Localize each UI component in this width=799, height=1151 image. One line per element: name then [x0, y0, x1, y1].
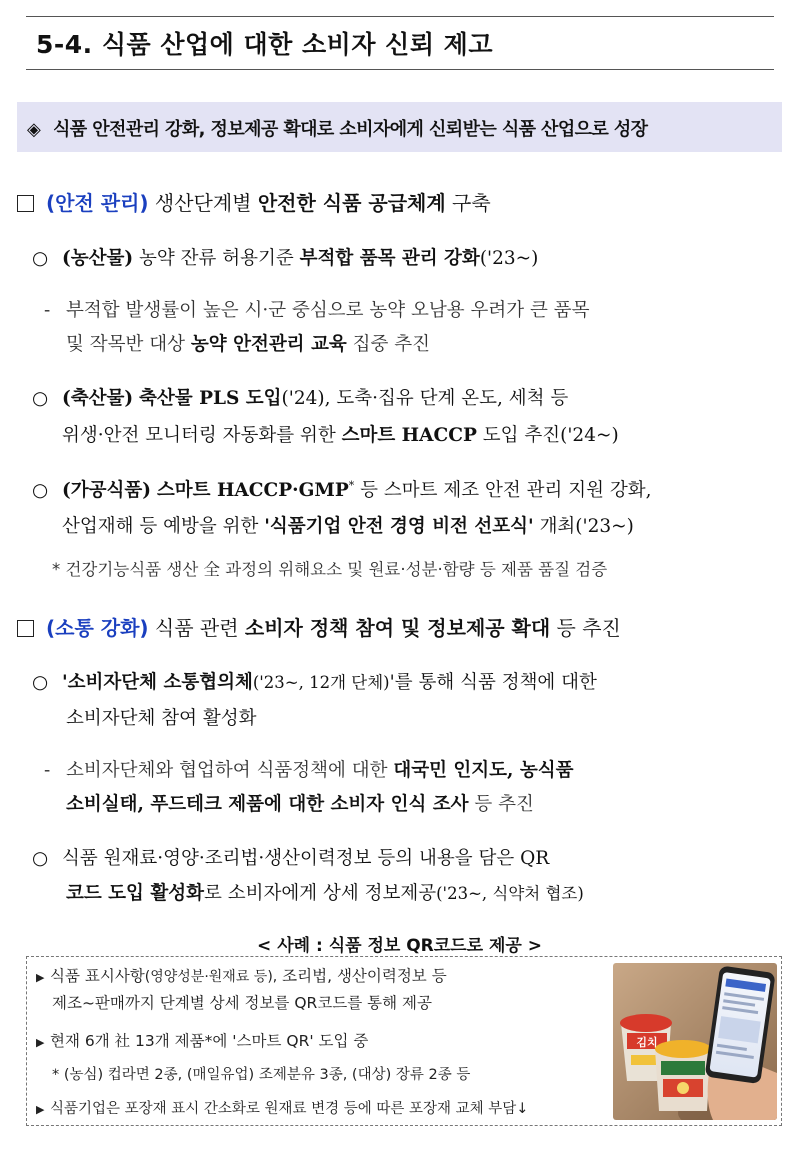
example-title: < 사례 : 식품 정보 QR코드로 제공 > — [257, 936, 542, 956]
s1-item3-line2-bold: '식품기업 안전 경영 비전 선포식' — [264, 516, 534, 537]
title-rule — [26, 69, 774, 70]
s2-item2-bold: 코드 도입 활성화 — [66, 883, 204, 904]
section1-head-bold: 안전한 식품 공급체계 — [257, 191, 446, 215]
ex-b1-post: 조리법, 생산이력정보 등 — [282, 967, 447, 985]
s1-item1-bold: 부적합 품목 관리 강화 — [299, 248, 480, 269]
s2-item2-post: 로 소비자에게 상세 정보제공 — [203, 883, 437, 904]
s2-item1-sub-line1 — [44, 756, 574, 782]
triangle-bullet-icon: ▶ — [36, 1036, 45, 1049]
page-title: 5-4. 식품 산업에 대한 소비자 신뢰 제고 — [36, 30, 493, 59]
summary-box — [17, 102, 782, 152]
s1-item3-post: 등 스마트 제조 안전 관리 지원 강화, — [360, 480, 652, 501]
s1-item1-sub-text1: 부적합 발생률이 높은 시·군 중심으로 농약 오남용 우려가 큰 품목 — [66, 300, 590, 321]
triangle-bullet-icon: ▶ — [36, 971, 45, 984]
s2-item1-post: '를 통해 식품 정책에 대한 — [389, 672, 597, 693]
s1-item3-line1 — [32, 476, 652, 502]
ex-b3-text: 식품기업은 포장재 표시 간소화로 원재료 변경 등에 따른 포장재 교체 부담↓ — [50, 1101, 529, 1117]
dash-bullet-icon: - — [44, 760, 51, 781]
s1-item3-bold: 스마트 HACCP·GMP — [156, 480, 349, 501]
example-bullet1-line1 — [36, 964, 447, 986]
summary-text: 식품 안전관리 강화, 정보제공 확대로 소비자에게 신뢰받는 식품 산업으로 성장 — [53, 119, 648, 140]
circle-bullet-icon: ○ — [32, 388, 49, 409]
s1-item2-line1 — [32, 384, 568, 410]
circle-bullet-icon: ○ — [32, 480, 49, 501]
s2-item1-sub-post: 등 추진 — [474, 794, 534, 815]
s1-item1-post: ('23~) — [479, 248, 539, 269]
s2-item1-sub-pre: 소비자단체와 협업하여 식품정책에 대한 — [66, 760, 388, 781]
s1-item2-line2-post: 도입 추진('24~) — [482, 425, 619, 446]
s2-item2-line1 — [32, 844, 549, 870]
checkbox-square-icon — [17, 195, 34, 212]
s1-item2-bold: 축산물 PLS 도입 — [139, 388, 282, 409]
cup-label: 김치 — [636, 1036, 658, 1049]
s1-item2-post: ('24), 도축·집유 단계 온도, 세척 등 — [281, 388, 569, 409]
s1-item3-line2 — [62, 512, 634, 538]
top-rule — [26, 16, 774, 17]
s1-item1-sub-line2 — [66, 330, 430, 356]
s1-item2-line2-pre: 위생·안전 모니터링 자동화를 위한 — [62, 425, 336, 446]
s1-item1-sub-bold: 농약 안전관리 교육 — [190, 334, 347, 355]
s2-item1-paren: ('23~, 12개 단체) — [252, 673, 390, 692]
triangle-bullet-icon: ▶ — [36, 1103, 45, 1116]
section2-heading — [17, 612, 621, 641]
s2-item1-line2 — [66, 704, 256, 730]
dash-bullet-icon: - — [44, 300, 51, 321]
circle-bullet-icon: ○ — [32, 672, 49, 693]
section1-heading — [17, 187, 491, 216]
s2-item2-line2 — [66, 879, 584, 905]
section2-head-pre: 식품 관련 — [154, 616, 239, 640]
section2-head-post: 등 추진 — [556, 616, 621, 640]
s2-item2-paren: ('23~, 식약처 협조) — [436, 884, 584, 903]
circle-bullet-icon: ○ — [32, 848, 49, 869]
s1-item1-sub-pre: 및 작목반 대상 — [66, 334, 185, 355]
checkbox-square-icon — [17, 620, 34, 637]
ex-b2-text: 현재 6개 社 13개 제품*에 '스마트 QR' 도입 중 — [50, 1032, 369, 1050]
s2-item1-sub-line2 — [66, 790, 534, 816]
s2-item1-line1 — [32, 668, 597, 694]
example-bullet3 — [36, 1097, 528, 1118]
s1-item3-note: * 건강기능식품 생산 全 과정의 위해요소 및 원료·성분·함량 등 제품 품질 검증 — [52, 560, 608, 579]
example-bullet2-note: * (농심) 컵라면 2종, (매일유업) 조제분유 3종, (대상) 장류 2종 등 — [52, 1067, 471, 1083]
circle-bullet-icon: ○ — [32, 248, 49, 269]
section1-tag: (안전 관리) — [46, 191, 149, 215]
s1-item1-tag: (농산물) — [62, 248, 134, 269]
ex-b1-small: (영양성분·원재료 등), — [144, 969, 278, 985]
s1-item2-line2 — [62, 421, 619, 447]
s2-item1-sub-bold2: 소비실태, 푸드테크 제품에 대한 소비자 인식 조사 — [66, 794, 469, 815]
s1-item1-pre: 농약 잔류 허용기준 — [139, 248, 294, 269]
s2-item1-line2-text: 소비자단체 참여 활성화 — [66, 708, 257, 729]
diamond-icon: ◈ — [27, 119, 41, 140]
s1-item3-line2-pre: 산업재해 등 예방을 위한 — [62, 516, 259, 537]
section1-head-post: 구축 — [452, 191, 491, 215]
example-bullet1-line2: 제조~판매까지 단계별 상세 정보를 QR코드를 통해 제공 — [52, 994, 432, 1012]
s1-item3-line2-post: 개최('23~) — [539, 516, 634, 537]
s1-item3-sup: * — [348, 478, 355, 492]
s1-item2-tag: (축산물) — [62, 388, 134, 409]
s2-item1-bold: '소비자단체 소통협의체 — [62, 672, 253, 693]
s1-item1 — [32, 244, 538, 270]
section1-head-pre: 생산단계별 — [154, 191, 252, 215]
s1-item1-sub-line1 — [44, 296, 589, 322]
example-bullet2 — [36, 1029, 368, 1051]
qr-food-photo — [613, 963, 777, 1120]
ex-b1-pre: 식품 표시사항 — [50, 967, 145, 985]
section2-tag: (소통 강화) — [46, 616, 149, 640]
s2-item1-sub-bold1: 대국민 인지도, 농식품 — [393, 760, 574, 781]
section2-head-bold: 소비자 정책 참여 및 정보제공 확대 — [244, 616, 551, 640]
s1-item3-tag: (가공식품) — [62, 480, 151, 501]
s1-item1-sub-post: 집중 추진 — [352, 334, 431, 355]
s2-item2-line1-text: 식품 원재료·영양·조리법·생산이력정보 등의 내용을 담은 QR — [62, 848, 550, 869]
s1-item2-line2-bold: 스마트 HACCP — [341, 425, 477, 446]
